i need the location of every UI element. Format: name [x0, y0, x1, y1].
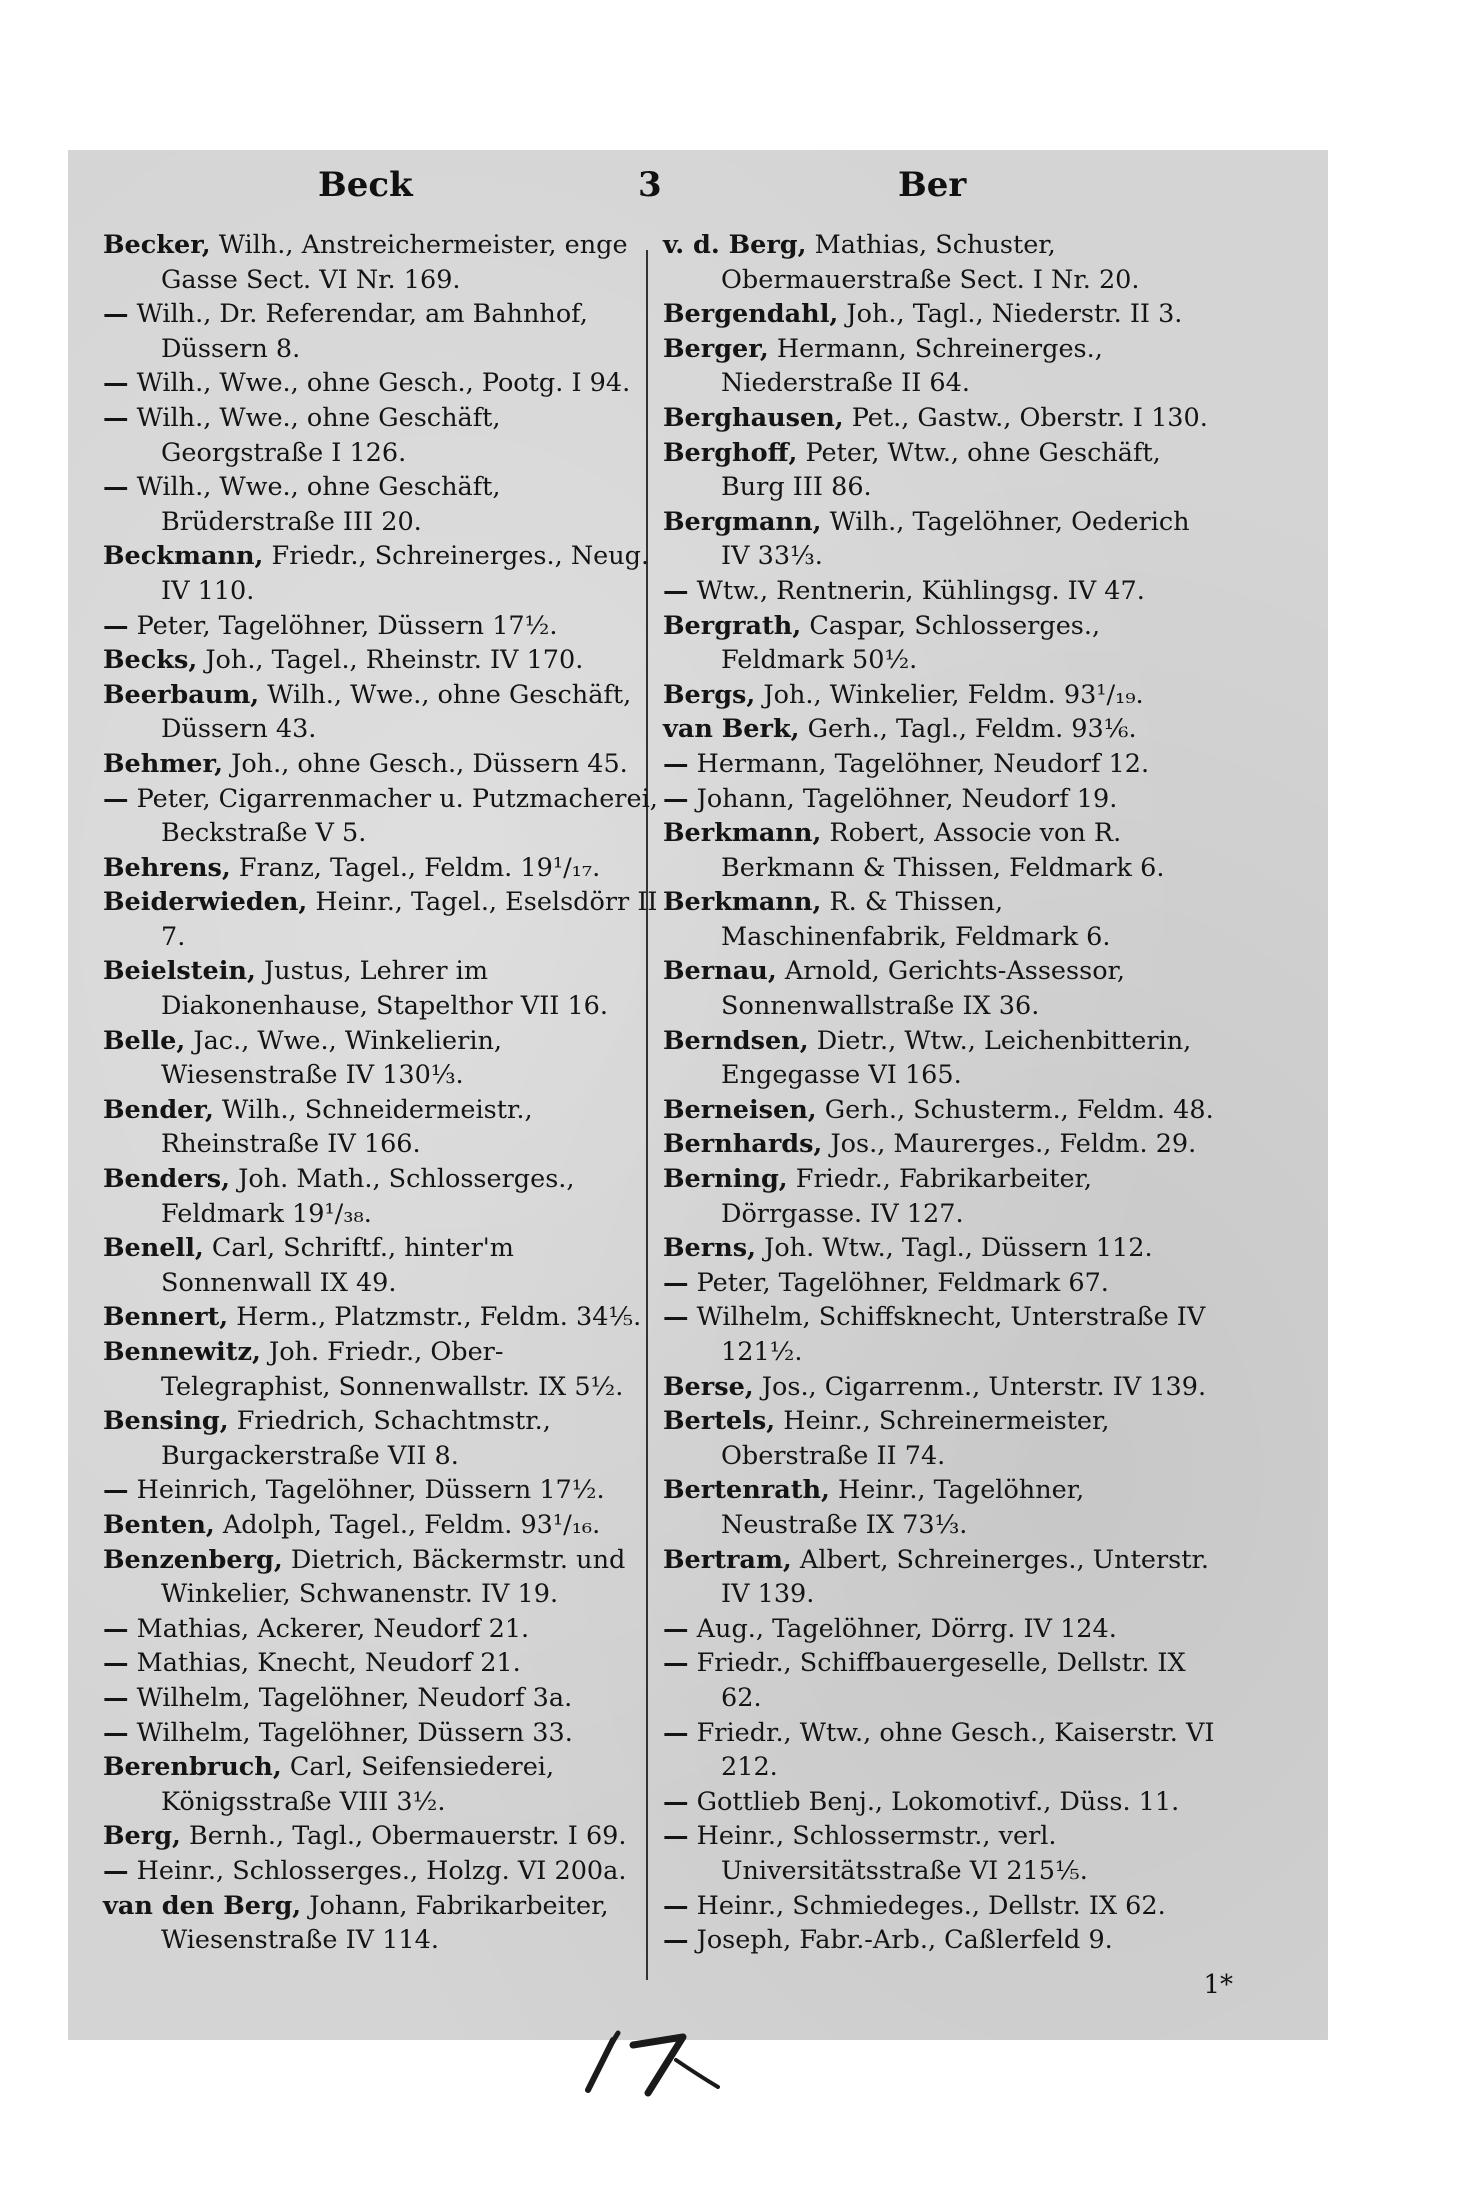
directory-entry [103, 1300, 658, 1335]
entry-details: Wilh., Wwe., ohne Geschäft, Düssern 43. [161, 679, 632, 745]
entry-surname: Bernau, [663, 956, 777, 987]
directory-entry [103, 297, 658, 366]
entry-surname: — [103, 1648, 129, 1679]
entry-details: Wtw., Rentnerin, Kühlingsg. IV 47. [696, 575, 1145, 606]
directory-entry [663, 574, 1218, 609]
entry-details: Heinr., Tagelöhner, Neustraße IX 73⅓. [721, 1475, 1085, 1540]
entry-details: Friedr., Schreinerges., Neug. IV 110. [161, 541, 650, 606]
entry-surname: Beielstein, [103, 956, 256, 987]
entry-surname: van Berk, [663, 714, 800, 745]
signature-mark: 1* [1203, 1970, 1233, 2000]
entry-surname: — [663, 1648, 689, 1679]
entry-surname: — [663, 1302, 689, 1333]
entry-surname: — [103, 1855, 129, 1886]
entry-details: Jos., Cigarrenm., Unterstr. IV 139. [761, 1371, 1207, 1402]
entry-details: Bernh., Tagl., Obermauerstr. I 69. [189, 1821, 627, 1852]
directory-entry [663, 1300, 1218, 1369]
entry-surname: Bergs, [663, 679, 756, 710]
entry-surname: — [663, 1267, 689, 1298]
entry-details: Joh. Friedr., Ober-Telegraphist, Sonnenwallstr. IX 5½. [161, 1337, 624, 1402]
directory-entry [663, 297, 1218, 332]
entry-details: Friedrich, Schachtmstr., Burgackerstraße VII 8. [161, 1406, 551, 1471]
entry-details: Jos., Maurerges., Feldm. 29. [830, 1129, 1197, 1160]
entry-details: Mathias, Schuster, Obermauerstraße Sect. I Nr. 20. [721, 230, 1140, 295]
directory-entry [663, 816, 1218, 885]
directory-entry [663, 1024, 1218, 1093]
entry-details: Joh., Tagel., Rheinstr. IV 170. [205, 645, 584, 676]
right-column [663, 228, 1218, 1958]
header-right-catchword: Ber [898, 165, 967, 205]
directory-entry [103, 851, 658, 886]
entry-details: Heinr., Tagel., Eselsdörr II 7. [161, 887, 658, 952]
directory-entry [663, 1093, 1218, 1128]
directory-entry [103, 1681, 658, 1716]
directory-entry [103, 1646, 658, 1681]
entry-details: Wilh., Wwe., ohne Geschäft, Georgstraße I 126. [136, 402, 501, 468]
entry-details: Wilhelm, Tagelöhner, Neudorf 3a. [136, 1682, 573, 1713]
entry-details: Joh., ohne Gesch., Düssern 45. [231, 748, 628, 779]
directory-entry [663, 1370, 1218, 1405]
directory-entry [663, 332, 1218, 401]
directory-entry [663, 1889, 1218, 1924]
entry-details: Heinrich, Tagelöhner, Düssern 17½. [136, 1475, 605, 1506]
directory-entry [663, 885, 1218, 954]
handwritten-folio-number [558, 2015, 738, 2105]
entry-surname: Berg, [103, 1821, 181, 1852]
entry-surname: Bernhards, [663, 1129, 823, 1160]
entry-surname: Berning, [663, 1164, 788, 1195]
directory-entry [663, 1231, 1218, 1266]
entry-surname: Berns, [663, 1233, 756, 1264]
directory-entry [663, 1543, 1218, 1612]
entry-surname: — [103, 472, 129, 503]
entry-details: R. & Thissen, Maschinenfabrik, Feldmark 6. [721, 887, 1111, 952]
entry-details: Hermann, Schreinerges., Niederstraße II 64. [721, 333, 1103, 399]
directory-entry [663, 954, 1218, 1023]
directory-entry [663, 1404, 1218, 1473]
directory-entry [663, 1612, 1218, 1647]
directory-entry [103, 1543, 658, 1612]
entry-surname: Beerbaum, [103, 679, 260, 710]
entry-details: Wilh., Schneidermeistr., Rheinstraße IV 166. [161, 1094, 533, 1160]
running-header [68, 165, 1328, 215]
entry-surname: Bertenrath, [663, 1475, 830, 1506]
entry-details: Friedr., Fabrikarbeiter, Dörrgasse. IV 127. [721, 1164, 1093, 1229]
entry-details: Wilh., Wwe., ohne Geschäft, Brüderstraße III 20. [136, 472, 501, 537]
entry-surname: — [663, 1717, 689, 1748]
entry-surname: — [663, 1890, 689, 1921]
entry-surname: — [663, 783, 689, 814]
entry-details: Wilhelm, Tagelöhner, Düssern 33. [136, 1717, 573, 1748]
entry-surname: Becker, [103, 230, 211, 260]
entry-details: Joh. Wtw., Tagl., Düssern 112. [764, 1233, 1153, 1264]
directory-entry [663, 1162, 1218, 1231]
directory-entry [103, 1716, 658, 1751]
entry-surname: — [663, 1786, 689, 1817]
entry-surname: — [103, 1475, 129, 1506]
directory-entry [663, 1473, 1218, 1542]
entry-details: Arnold, Gerichts-Assessor, Sonnenwallstraße IX 36. [721, 956, 1126, 1022]
entry-surname: — [663, 1613, 689, 1644]
entry-details: Wilh., Dr. Referendar, am Bahnhof, Düssern 8. [136, 299, 588, 364]
entry-surname: Bennert, [103, 1302, 229, 1333]
entry-surname: Becks, [103, 645, 198, 676]
entry-details: Joh. Math., Schlosserges., Feldmark 19¹/₃₈. [161, 1164, 575, 1229]
entry-surname: Bertels, [663, 1406, 776, 1437]
directory-entry [663, 228, 1218, 297]
directory-entry [103, 539, 658, 608]
directory-entry [663, 436, 1218, 505]
entry-details: Johann, Tagelöhner, Neudorf 19. [696, 783, 1118, 814]
directory-entry [103, 1231, 658, 1300]
entry-surname: — [103, 1717, 129, 1748]
entry-details: Albert, Schreinerges., Unterstr. IV 139. [721, 1544, 1209, 1610]
entry-surname: Bergendahl, [663, 299, 839, 330]
entry-details: Caspar, Schlosserges., Feldmark 50½. [721, 610, 1101, 676]
entry-details: Herm., Platzmstr., Feldm. 34⅕. [236, 1302, 642, 1333]
directory-entry [663, 1923, 1218, 1958]
entry-surname: Bennewitz, [103, 1337, 261, 1367]
directory-entry [663, 401, 1218, 436]
directory-entry [663, 609, 1218, 678]
left-column [103, 228, 658, 1958]
entry-surname: Benzenberg, [103, 1544, 283, 1575]
entry-details: Hermann, Tagelöhner, Neudorf 12. [696, 748, 1150, 779]
entry-surname: — [663, 748, 689, 779]
entry-details: Friedr., Schiffbauergeselle, Dellstr. IX 62. [696, 1648, 1186, 1713]
directory-entry [103, 1473, 658, 1508]
entry-details: Wilh., Wwe., ohne Gesch., Pootg. I 94. [136, 368, 631, 399]
entry-details: Joseph, Fabr.-Arb., Caßlerfeld 9. [696, 1925, 1113, 1956]
entry-details: Heinr., Schmiedeges., Dellstr. IX 62. [696, 1890, 1166, 1921]
directory-entry [663, 505, 1218, 574]
directory-entry [663, 782, 1218, 817]
entry-surname: Berghoff, [663, 437, 798, 468]
directory-entry [103, 1093, 658, 1162]
entry-surname: Bender, [103, 1094, 214, 1125]
entry-details: Heinr., Schlossermstr., verl. Universitätsstraße VI 215⅕. [696, 1821, 1088, 1886]
entry-details: Justus, Lehrer im Diakonenhause, Stapelthor VII 16. [161, 956, 609, 1022]
header-left-catchword: Beck [318, 165, 413, 205]
directory-entry [103, 747, 658, 782]
directory-entry [663, 1819, 1218, 1888]
entry-details: Aug., Tagelöhner, Dörrg. IV 124. [696, 1613, 1117, 1644]
entry-surname: Berse, [663, 1371, 754, 1402]
directory-entry [663, 678, 1218, 713]
entry-surname: Behrens, [103, 852, 231, 883]
entry-details: Wilh., Anstreichermeister, enge Gasse Sect. VI Nr. 169. [161, 230, 628, 295]
entry-surname: Behmer, [103, 748, 223, 779]
entry-surname: — [103, 783, 129, 814]
directory-entry [103, 885, 658, 954]
entry-surname: — [103, 610, 129, 641]
entry-details: Gottlieb Benj., Lokomotivf., Düss. 11. [696, 1786, 1180, 1817]
entry-surname: — [663, 575, 689, 606]
entry-details: Gerh., Schusterm., Feldm. 48. [824, 1094, 1214, 1125]
entry-details: Adolph, Tagel., Feldm. 93¹/₁₆. [222, 1509, 601, 1540]
directory-entry [663, 1785, 1218, 1820]
entry-surname: Benten, [103, 1509, 215, 1540]
entry-details: Franz, Tagel., Feldm. 19¹/₁₇. [238, 852, 601, 883]
entry-surname: Bergrath, [663, 610, 802, 641]
entry-surname: — [663, 1925, 689, 1956]
entry-details: Dietrich, Bäckermstr. und Winkelier, Schwanenstr. IV 19. [161, 1544, 626, 1610]
entry-surname: — [103, 402, 129, 433]
entry-details: Carl, Schriftf., hinter'm Sonnenwall IX 49. [161, 1233, 514, 1298]
entry-details: Wilhelm, Schiffsknecht, Unterstraße IV 121½. [696, 1302, 1206, 1367]
directory-entry [103, 1404, 658, 1473]
directory-entry [103, 1889, 658, 1958]
entry-details: Heinr., Schlosserges., Holzg. VI 200a. [136, 1855, 627, 1886]
directory-entry [103, 782, 658, 851]
entry-surname: Bergmann, [663, 506, 822, 537]
entry-surname: Berkmann, [663, 818, 822, 849]
directory-entry [103, 678, 658, 747]
entry-surname: — [103, 299, 129, 330]
entry-details: Joh., Tagl., Niederstr. II 3. [846, 299, 1183, 330]
directory-entry [663, 1646, 1218, 1715]
entry-surname: Berenbruch, [103, 1752, 282, 1783]
entry-surname: — [103, 368, 129, 399]
entry-details: Pet., Gastw., Oberstr. I 130. [851, 402, 1208, 433]
directory-entry [103, 1750, 658, 1819]
entry-surname: Bensing, [103, 1406, 229, 1437]
directory-entry [103, 1162, 658, 1231]
directory-entry [103, 609, 658, 644]
entry-surname: — [103, 1613, 129, 1644]
directory-entry [103, 1854, 658, 1889]
entry-details: Robert, Associe von R. Berkmann & Thissen, Feldmark 6. [721, 818, 1165, 883]
entry-details: Johann, Fabrikarbeiter, Wiesenstraße IV 114. [161, 1890, 609, 1956]
directory-entry [103, 470, 658, 539]
entry-details: Peter, Tagelöhner, Düssern 17½. [136, 610, 558, 641]
entry-details: Peter, Wtw., ohne Geschäft, Burg III 86. [721, 437, 1161, 503]
entry-surname: Berghausen, [663, 402, 844, 433]
directory-entry [103, 401, 658, 470]
entry-surname: Bertram, [663, 1544, 792, 1575]
entry-surname: Belle, [103, 1025, 186, 1056]
entry-surname: Berndsen, [663, 1025, 809, 1056]
entry-details: Mathias, Knecht, Neudorf 21. [136, 1648, 521, 1679]
entry-details: Peter, Tagelöhner, Feldmark 67. [696, 1267, 1109, 1298]
directory-entry [103, 1024, 658, 1093]
entry-details: Peter, Cigarrenmacher u. Putzmacherei, Beckstraße V 5. [136, 783, 658, 849]
entry-details: Dietr., Wtw., Leichenbitterin, Engegasse VI 165. [721, 1025, 1192, 1091]
entry-surname: Beckmann, [103, 541, 264, 572]
page-number: 3 [638, 165, 662, 205]
directory-entry [103, 954, 658, 1023]
directory-entry [103, 1508, 658, 1543]
entry-details: Jac., Wwe., Winkelierin, Wiesenstraße IV 130⅓. [161, 1025, 503, 1091]
directory-entry [103, 1612, 658, 1647]
entry-details: Joh., Winkelier, Feldm. 93¹/₁₉. [763, 679, 1144, 710]
entry-surname: Berkmann, [663, 887, 822, 918]
directory-entry [103, 643, 658, 678]
entry-details: Mathias, Ackerer, Neudorf 21. [136, 1613, 530, 1644]
entry-surname: Berger, [663, 333, 769, 364]
entry-surname: — [103, 1682, 129, 1713]
directory-entry [663, 712, 1218, 747]
entry-details: Carl, Seifensiederei, Königsstraße VIII 3½. [161, 1752, 555, 1817]
entry-surname: — [663, 1821, 689, 1852]
directory-entry [103, 1335, 658, 1404]
directory-entry [663, 1716, 1218, 1785]
directory-page [68, 150, 1328, 2040]
entry-surname: Berneisen, [663, 1094, 817, 1125]
entry-details: Gerh., Tagl., Feldm. 93⅙. [807, 714, 1137, 745]
directory-entry [663, 1266, 1218, 1301]
entry-surname: van den Berg, [103, 1890, 302, 1921]
entry-details: Wilh., Tagelöhner, Oederich IV 33⅓. [721, 506, 1190, 572]
entry-details: Friedr., Wtw., ohne Gesch., Kaiserstr. VI 212. [696, 1717, 1215, 1783]
entry-surname: Benders, [103, 1164, 231, 1195]
entry-surname: Beiderwieden, [103, 887, 308, 918]
directory-entry [103, 228, 658, 297]
directory-entry [103, 366, 658, 401]
entry-surname: Benell, [103, 1233, 204, 1264]
directory-entry [663, 1127, 1218, 1162]
directory-entry [663, 747, 1218, 782]
entry-details: Heinr., Schreinermeister, Oberstraße II 74. [721, 1406, 1110, 1471]
entry-surname: v. d. Berg, [663, 230, 807, 260]
directory-entry [103, 1819, 658, 1854]
